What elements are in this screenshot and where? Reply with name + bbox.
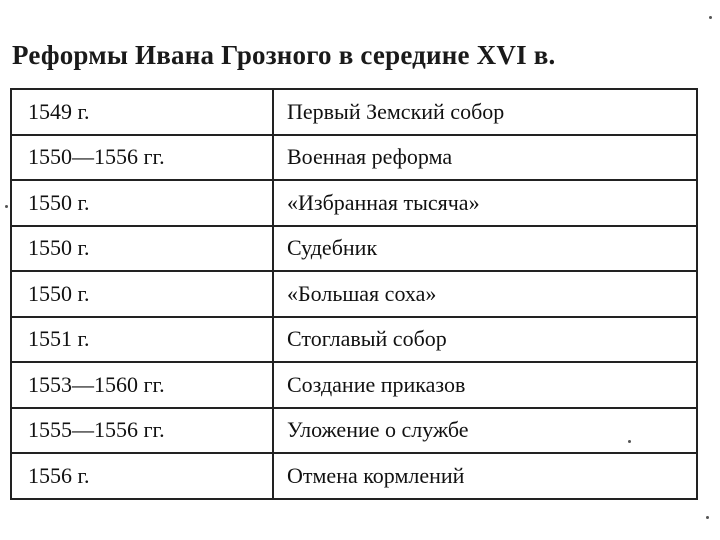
date-cell: 1551 г. xyxy=(11,317,273,363)
table-row xyxy=(11,317,697,363)
event-cell: Стоглавый собор xyxy=(273,317,697,363)
date-cell: 1556 г. xyxy=(11,453,273,499)
table-row xyxy=(11,408,697,454)
scan-speck xyxy=(709,16,712,19)
date-cell: 1555—1556 гг. xyxy=(11,408,273,454)
date-cell: 1549 г. xyxy=(11,89,273,135)
page-title: Реформы Ивана Грозного в середине XVI в. xyxy=(12,40,556,70)
event-cell: Уложение о службе xyxy=(273,408,697,454)
table-row xyxy=(11,135,697,181)
event-cell: Создание приказов xyxy=(273,362,697,408)
table-row xyxy=(11,362,697,408)
event-cell: Судебник xyxy=(273,226,697,272)
scan-speck xyxy=(706,516,709,519)
event-cell: Первый Земский собор xyxy=(273,89,697,135)
table-row xyxy=(11,271,697,317)
date-cell: 1553—1560 гг. xyxy=(11,362,273,408)
date-cell: 1550 г. xyxy=(11,226,273,272)
date-cell: 1550 г. xyxy=(11,271,273,317)
reforms-table xyxy=(10,88,698,500)
table-row xyxy=(11,89,697,135)
event-cell: «Большая соха» xyxy=(273,271,697,317)
event-cell: «Избранная тысяча» xyxy=(273,180,697,226)
table-row xyxy=(11,226,697,272)
date-cell: 1550 г. xyxy=(11,180,273,226)
scan-speck xyxy=(628,440,631,443)
date-cell: 1550—1556 гг. xyxy=(11,135,273,181)
event-cell: Военная реформа xyxy=(273,135,697,181)
scan-speck xyxy=(5,205,8,208)
event-cell: Отмена кормлений xyxy=(273,453,697,499)
table-row xyxy=(11,180,697,226)
table-row xyxy=(11,453,697,499)
